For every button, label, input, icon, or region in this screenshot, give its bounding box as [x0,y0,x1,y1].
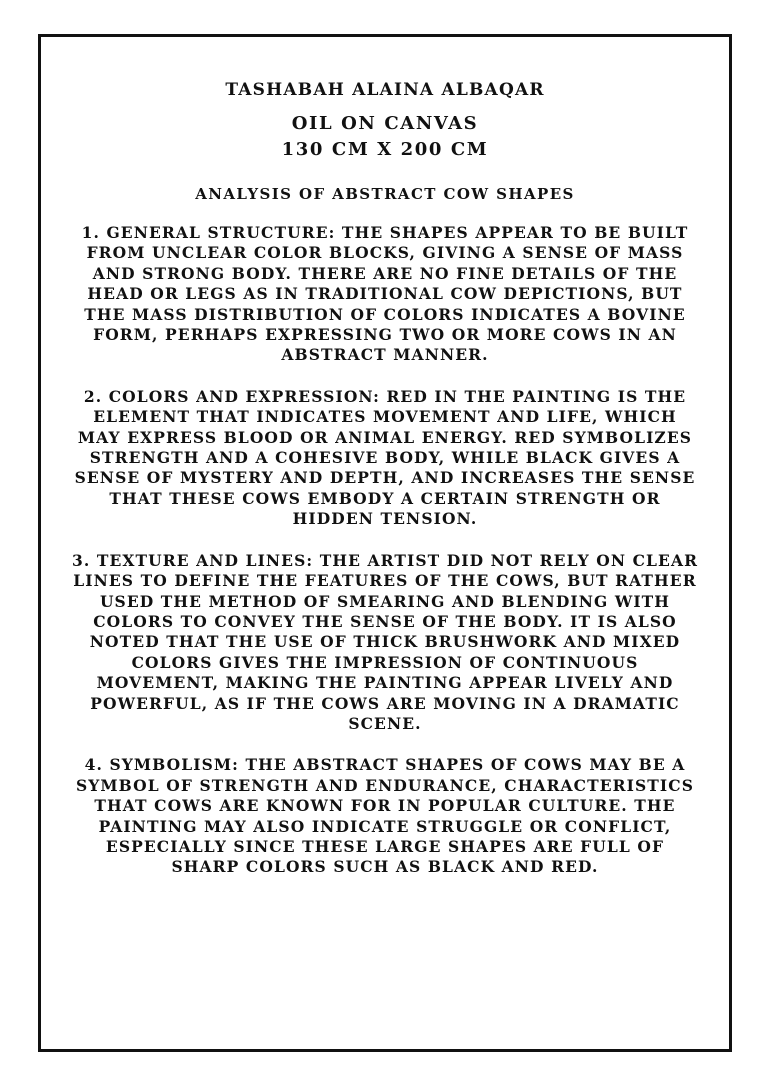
artwork-title: TASHABAH ALAINA ALBAQAR [225,80,545,100]
paragraph-general-structure: 1. GENERAL STRUCTURE: THE SHAPES APPEAR TO BE BUILT FROM UNCLEAR COLOR BLOCKS, GIVING A SENSE OF MASS AND STRONG BODY. THERE ARE NO FINE DETAILS OF THE HEAD OR LEGS AS IN TRADITIONAL COW DEPICTIONS, BUT THE MASS DISTRIBUTION OF COLORS INDICATES A BOVINE FORM, PERHAPS EXPRESSING TWO OR MORE COWS IN AN ABSTRACT MANNER. [81,223,689,365]
page-frame [38,34,732,1052]
artwork-medium: OIL ON CANVAS [291,113,479,134]
paragraph-symbolism: 4. SYMBOLISM: THE ABSTRACT SHAPES OF COWS MAY BE A SYMBOL OF STRENGTH AND ENDURANCE, CHARACTERISTICS THAT COWS ARE KNOWN FOR IN POPULAR CULTURE. THE PAINTING MAY ALSO INDICATE STRUGGLE OR CONFLICT, ESPECIALLY SINCE THESE LARGE SHAPES ARE FULL OF SHARP COLORS SUCH AS BLACK AND RED. [75,755,695,877]
section-heading: ANALYSIS OF ABSTRACT COW SHAPES [195,185,575,203]
paragraph-texture-lines: 3. TEXTURE AND LINES: THE ARTIST DID NOT RELY ON CLEAR LINES TO DEFINE THE FEATURES OF THE COWS, BUT RATHER USED THE METHOD OF SMEARING AND BLENDING WITH COLORS TO CONVEY THE SENSE OF THE BODY. IT IS ALSO NOTED THAT THE USE OF THICK BRUSHWORK AND MIXED COLORS GIVES THE IMPRESSION OF CONTINUOUS MOVEMENT, MAKING THE PAINTING APPEAR LIVELY AND POWERFUL, AS IF THE COWS ARE MOVING IN A DRAMATIC SCENE. [71,550,699,733]
paragraph-colors-expression: 2. COLORS AND EXPRESSION: RED IN THE PAINTING IS THE ELEMENT THAT INDICATES MOVEMENT AND LIFE, WHICH MAY EXPRESS BLOOD OR ANIMAL ENERGY. RED SYMBOLIZES STRENGTH AND A COHESIVE BODY, WHILE BLACK GIVES A SENSE OF MYSTERY AND DEPTH, AND INCREASES THE SENSE THAT THESE COWS EMBODY A CERTAIN STRENGTH OR HIDDEN TENSION. [74,386,696,529]
artwork-dimensions: 130 CM X 200 CM [281,139,489,160]
document-content [41,79,729,899]
